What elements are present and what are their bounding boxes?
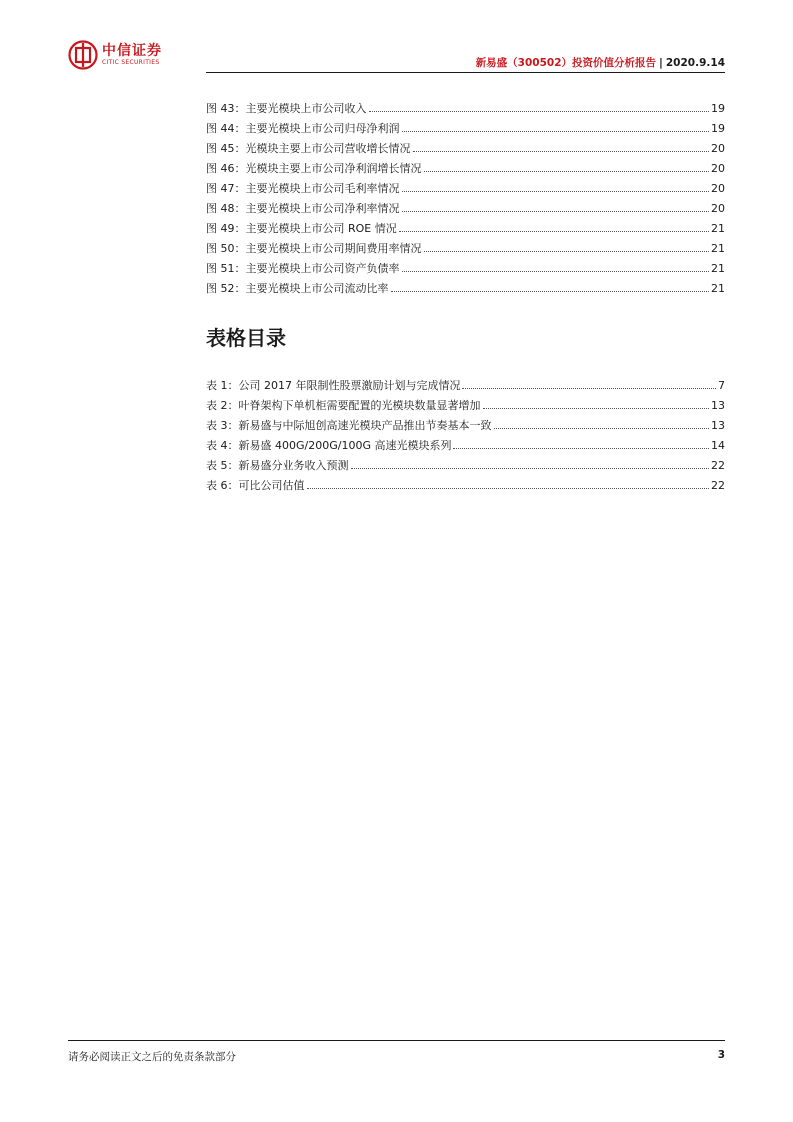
toc-entry-label: 图 44：主要光模块上市公司归母净利润 (206, 122, 400, 135)
toc-entry-page: 20 (711, 142, 725, 155)
toc-entry-label: 表 3：新易盛与中际旭创高速光模块产品推出节奏基本一致 (206, 419, 492, 432)
toc-dot-leader (402, 191, 710, 192)
toc-entry-label: 图 45：光模块主要上市公司营收增长情况 (206, 142, 411, 155)
toc-entry[interactable] (206, 116, 725, 136)
toc-entry-page: 7 (718, 379, 725, 392)
toc-dot-leader (402, 131, 710, 132)
toc-entry-page: 21 (711, 282, 725, 295)
tables-section-title: 表格目录 (206, 326, 286, 350)
toc-entry-page: 22 (711, 459, 725, 472)
toc-entry[interactable] (206, 373, 725, 393)
toc-dot-leader (462, 388, 716, 389)
toc-entry[interactable] (206, 453, 725, 473)
company-logo (68, 40, 162, 70)
toc-dot-leader (494, 428, 710, 429)
toc-entry-label: 表 6：可比公司估值 (206, 479, 305, 492)
toc-entry-label: 图 51：主要光模块上市公司资产负债率 (206, 262, 400, 275)
header-separator: | (659, 57, 663, 69)
toc-entry-label: 图 48：主要光模块上市公司净利率情况 (206, 202, 400, 215)
toc-entry[interactable] (206, 136, 725, 156)
logo-english-name: CITIC SECURITIES (102, 59, 160, 66)
tables-toc-list (206, 373, 725, 493)
figures-toc-list (206, 96, 725, 296)
toc-entry-label: 表 1：公司 2017 年限制性股票激励计划与完成情况 (206, 379, 461, 392)
toc-entry[interactable] (206, 413, 725, 433)
toc-entry[interactable] (206, 256, 725, 276)
toc-entry-label: 表 5：新易盛分业务收入预测 (206, 459, 349, 472)
toc-entry-label: 图 43：主要光模块上市公司收入 (206, 102, 367, 115)
toc-entry-label: 图 49：主要光模块上市公司 ROE 情况 (206, 222, 397, 235)
toc-dot-leader (351, 468, 710, 469)
toc-entry[interactable] (206, 96, 725, 116)
toc-entry-label: 图 52：主要光模块上市公司流动比率 (206, 282, 389, 295)
toc-entry-label: 图 46：光模块主要上市公司净利润增长情况 (206, 162, 422, 175)
toc-dot-leader (453, 448, 709, 449)
toc-entry-label: 图 50：主要光模块上市公司期间费用率情况 (206, 242, 422, 255)
toc-entry[interactable] (206, 433, 725, 453)
footer-disclaimer: 请务必阅读正文之后的免责条款部分 (68, 1051, 236, 1063)
footer-divider (68, 1040, 725, 1041)
toc-entry-page: 21 (711, 242, 725, 255)
toc-dot-leader (424, 171, 710, 172)
toc-dot-leader (369, 111, 710, 112)
toc-entry-page: 19 (711, 102, 725, 115)
report-header (476, 55, 725, 70)
page-number: 3 (717, 1049, 725, 1061)
toc-dot-leader (483, 408, 710, 409)
toc-entry-label: 图 47：主要光模块上市公司毛利率情况 (206, 182, 400, 195)
toc-entry-page: 21 (711, 262, 725, 275)
toc-entry[interactable] (206, 393, 725, 413)
toc-entry-page: 22 (711, 479, 725, 492)
citic-logo-icon (68, 40, 98, 70)
toc-entry-label: 表 4：新易盛 400G/200G/100G 高速光模块系列 (206, 439, 452, 452)
report-date: 2020.9.14 (665, 57, 725, 69)
toc-entry[interactable] (206, 176, 725, 196)
report-title: 新易盛（300502）投资价值分析报告 (475, 57, 657, 69)
toc-entry[interactable] (206, 196, 725, 216)
toc-entry-page: 13 (711, 419, 725, 432)
toc-entry-page: 13 (711, 399, 725, 412)
logo-chinese-name: 中信证券 (102, 43, 162, 59)
toc-dot-leader (413, 151, 710, 152)
header-divider (206, 72, 725, 73)
toc-dot-leader (424, 251, 710, 252)
toc-entry-page: 19 (711, 122, 725, 135)
toc-entry[interactable] (206, 276, 725, 296)
toc-entry[interactable] (206, 216, 725, 236)
toc-entry[interactable] (206, 236, 725, 256)
toc-dot-leader (399, 231, 709, 232)
toc-dot-leader (402, 211, 710, 212)
toc-entry-page: 20 (711, 182, 725, 195)
toc-entry-label: 表 2：叶脊架构下单机柜需要配置的光模块数量显著增加 (206, 399, 481, 412)
toc-dot-leader (391, 291, 710, 292)
toc-dot-leader (307, 488, 710, 489)
toc-entry[interactable] (206, 473, 725, 493)
toc-dot-leader (402, 271, 710, 272)
toc-entry[interactable] (206, 156, 725, 176)
toc-entry-page: 14 (711, 439, 725, 452)
toc-entry-page: 20 (711, 162, 725, 175)
toc-entry-page: 20 (711, 202, 725, 215)
toc-entry-page: 21 (711, 222, 725, 235)
